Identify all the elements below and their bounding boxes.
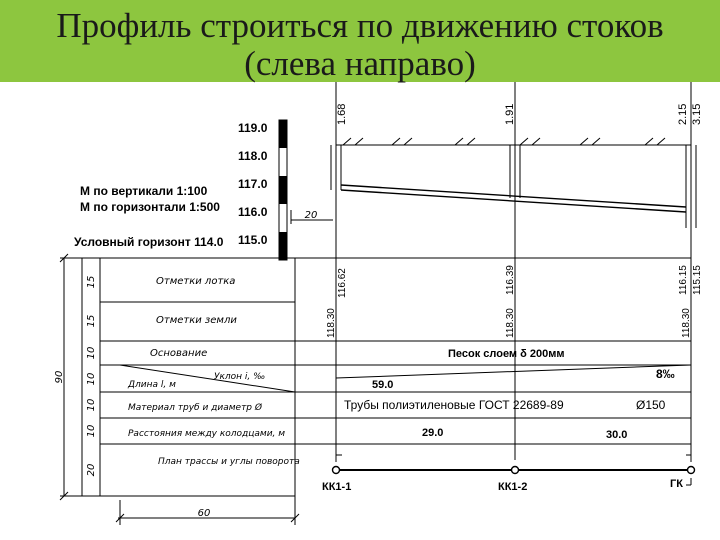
title-line-2: (слева направо) (244, 44, 476, 83)
base-value: Песок слоем δ 200мм (448, 348, 565, 360)
distance-2: 30.0 (606, 429, 628, 441)
well-gk: ГК (670, 478, 683, 490)
invert-1: 116.62 (337, 268, 348, 298)
top-label-right-b: 3.15 (691, 103, 703, 125)
well-kk1-2: КК1-2 (498, 481, 528, 493)
row-height-4: 10 (86, 372, 97, 386)
row-height-1: 15 (86, 275, 97, 289)
row-label-base: Основание (150, 348, 208, 359)
dim-60-label: 60 (197, 508, 211, 519)
scale-horizontal: М по горизонтали 1:500 (80, 200, 220, 214)
row-height-2: 15 (86, 314, 97, 328)
elevation-ruler (279, 120, 287, 260)
row-height-7: 20 (86, 463, 97, 477)
top-label-mid: 1.91 (504, 103, 516, 125)
row-label-plan: План трассы и углы поворота (158, 457, 300, 467)
ruler-mark-118: 118.0 (238, 149, 268, 163)
ruler-mark-119: 119.0 (238, 121, 268, 135)
row-label-slope: Уклон i, ‰ (214, 372, 266, 382)
ground-3: 118.30 (681, 308, 692, 338)
top-label-right-a: 2.15 (677, 103, 689, 125)
length-value: 59.0 (372, 379, 394, 391)
ground-1: 118.30 (326, 308, 337, 338)
slope-value: 8‰ (656, 367, 675, 381)
material-value: Трубы полиэтиленовые ГОСТ 22689-89 (344, 398, 564, 412)
pipe (341, 185, 686, 212)
row-label-material: Материал труб и диаметр Ø (128, 403, 262, 413)
diameter-value: Ø150 (636, 398, 666, 412)
row-label-length: Длина l, м (128, 380, 176, 390)
row-label-ground: Отметки земли (156, 315, 237, 326)
row-height-5: 10 (86, 398, 97, 412)
row-height-6: 10 (86, 424, 97, 438)
dim-20-label: 20 (304, 210, 318, 221)
ground-line (336, 138, 691, 145)
top-label-left: 1.68 (336, 103, 348, 125)
invert-3a: 116.15 (678, 265, 689, 295)
datum-label: Условный горизонт 114.0 (74, 235, 224, 249)
rows-total-height: 90 (54, 370, 65, 384)
title-line-1: Профиль строиться по движению стоков (56, 6, 664, 45)
ruler-mark-115: 115.0 (238, 233, 268, 247)
scale-vertical: М по вертикали 1:100 (80, 184, 208, 198)
well-shafts (331, 145, 696, 228)
ruler-mark-116: 116.0 (238, 205, 268, 219)
row-label-invert: Отметки лотка (156, 276, 236, 287)
plan-route (333, 467, 695, 474)
ground-2: 118.30 (505, 308, 516, 338)
ruler-mark-117: 117.0 (238, 177, 268, 191)
well-kk1-1: КК1-1 (322, 481, 352, 493)
invert-2: 116.39 (505, 265, 516, 295)
row-height-3: 10 (86, 346, 97, 360)
distance-1: 29.0 (422, 427, 444, 439)
row-label-distance: Расстояния между колодцами, м (128, 429, 286, 439)
invert-3b: 115.15 (692, 265, 703, 295)
